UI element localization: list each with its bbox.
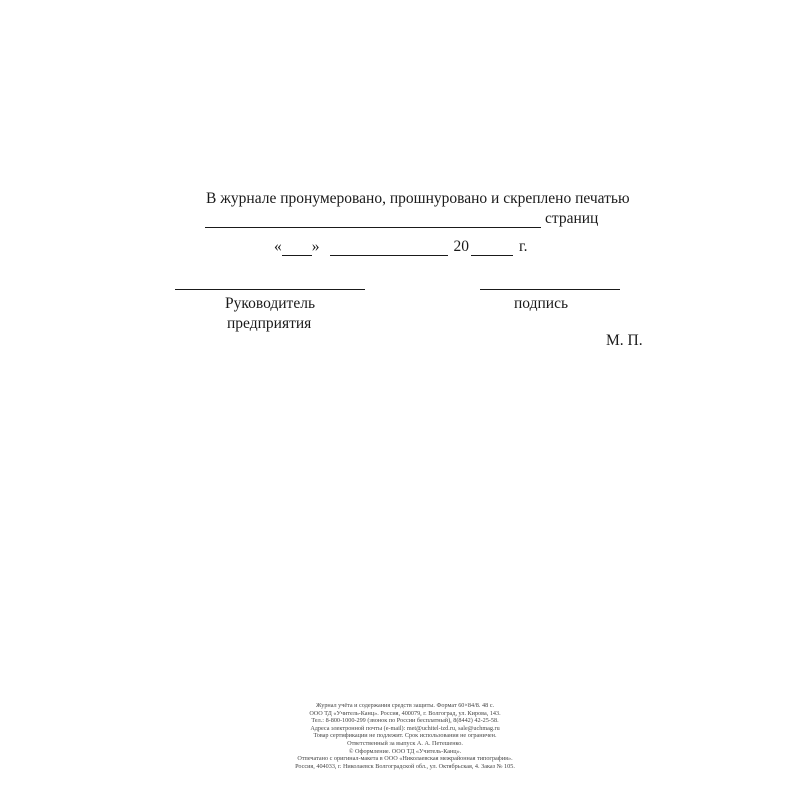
colophon-line: Отпечатано с оригинал-макета в ООО «Николаевская межрайонная типография». [297,755,513,763]
colophon-line: © Оформление. ООО ТД «Учитель-Канц». [348,747,462,755]
signature-label: подпись [514,295,569,312]
month-blank [330,241,448,256]
manager-signature-line [175,289,365,290]
year-suffix: г. [519,238,528,255]
colophon-line: Ответственный за выпуск А. А. Петешенко. [347,739,463,747]
colophon-line: Россия, 404033, г. Николаевск Волгоградской обл., ул. Октябрьская, 4. Заказ № 105. [295,762,515,770]
page-count-row [205,210,598,228]
day-blank [282,241,312,256]
colophon [250,702,560,770]
seal-label: М. П. [606,332,643,349]
date-row [274,238,527,256]
colophon-line: Товар сертификации не подлежит. Срок использования не ограничен. [313,732,497,740]
signature-line [480,289,620,290]
manager-label-line1: Руководитель [225,295,316,312]
colophon-line: ООО ТД «Учитель-Канц». Россия, 400079, г. Волгоград, ул. Кирова, 143. [309,709,501,717]
quote-close: » [311,238,320,255]
certification-text: В журнале пронумеровано, прошнуровано и скреплено печатью [206,190,630,207]
year-prefix: 20 [453,238,469,255]
year-blank [471,241,513,256]
pages-word: страниц [545,210,599,227]
manager-label-line2: предприятия [227,315,312,332]
colophon-line: Журнал учёта и содержания средств защиты. Формат 60×84/8. 48 с. [315,702,495,709]
colophon-line: Адреса электронной почты (e-mail): met@uchitel-izd.ru, sale@uchmag.ru [310,724,500,732]
colophon-line: Тел.: 8-800-1000-299 (звонок по России бесплатный), 8(8442) 42-25-58. [311,717,499,725]
quote-open: « [274,238,282,255]
page-count-blank [205,213,541,228]
